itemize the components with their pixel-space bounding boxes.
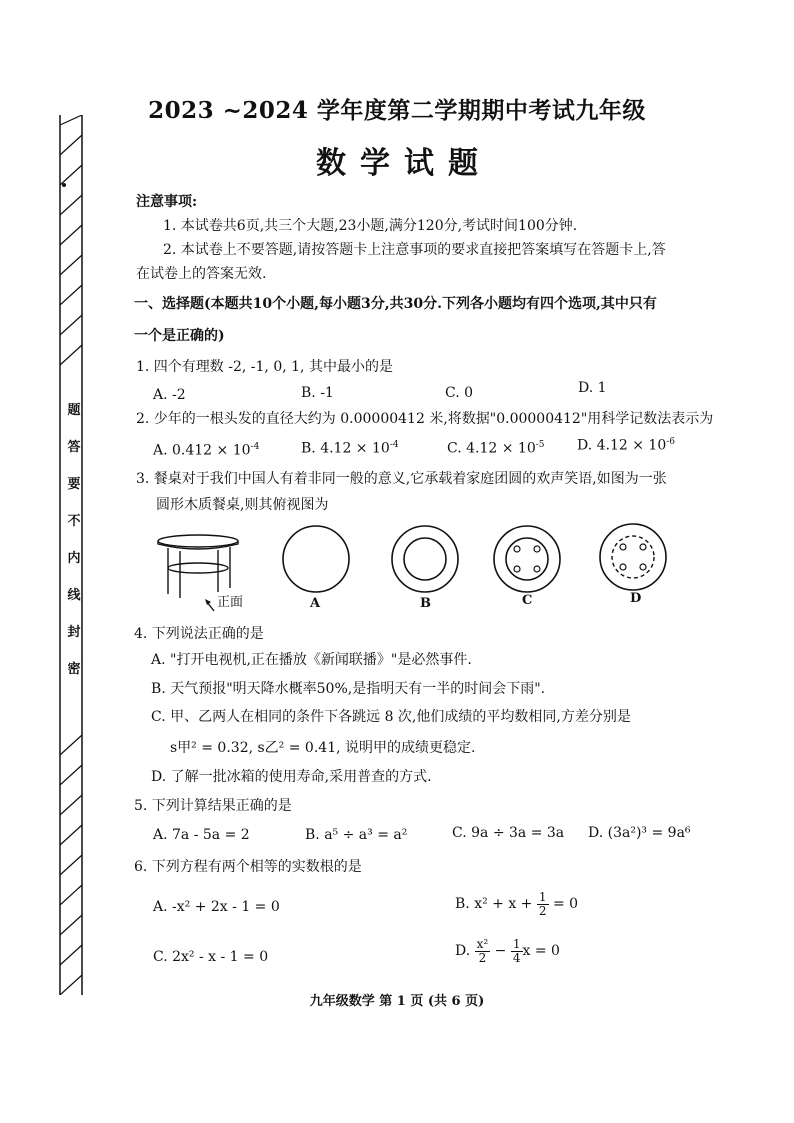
question-4-option-c-line-2: s甲² = 0.32, s乙² = 0.41, 说明甲的成绩更稳定. xyxy=(170,740,476,756)
front-view-label: 正面 xyxy=(217,595,244,610)
exam-subtitle: 数学试题 xyxy=(316,146,492,181)
exam-title: 2023 ~2024 学年度第二学期期中考试九年级 xyxy=(148,97,646,124)
binding-warning-text xyxy=(64,392,84,688)
section-1-header-line-2: 一个是正确的) xyxy=(134,328,225,344)
question-3-stem-line-2: 圆形木质餐桌,则其俯视图为 xyxy=(156,497,329,513)
question-2-option-c: C. $4.12 \times 10^{-5}$ xyxy=(447,440,545,457)
binding-char: 不 xyxy=(67,514,81,529)
question-4-stem: 4. 下列说法正确的是 xyxy=(134,626,264,642)
notes-heading: 注意事项: xyxy=(136,194,198,210)
binding-char: 题 xyxy=(67,403,81,418)
question-3-stem-line-1: 3. 餐桌对于我们中国人有着非同一般的意义,它承载着家庭团圆的欢声笑语,如图为一张 xyxy=(136,471,667,487)
question-6-option-d: D. $\frac{\text{x²}}{2}$ − $\frac{1}{4}$ x = 0 xyxy=(455,936,560,965)
binding-char: 答 xyxy=(67,440,81,455)
question-5-stem: 5. 下列计算结果正确的是 xyxy=(134,798,292,814)
question-5-option-d: D. (3a²)³ = 9a⁶ xyxy=(588,825,691,841)
question-1-option-c: C. 0 xyxy=(445,385,474,401)
question-6-option-c: C. 2x² - x - 1 = 0 xyxy=(153,949,269,965)
binding-dot xyxy=(62,183,66,187)
question-2-option-d: D. $4.12 \times 10^{-6}$ xyxy=(577,437,676,454)
notes-item-2-line-2: 在试卷上的答案无效. xyxy=(136,266,267,282)
option-c-top-view-figure xyxy=(492,524,562,594)
question-5-option-a: A. 7a - 5a = 2 xyxy=(153,827,250,843)
question-6-option-a: A. -x² + 2x - 1 = 0 xyxy=(153,899,280,915)
question-6-option-b: B. x² + x + $\frac{1}{2}$ = 0 xyxy=(455,889,579,918)
question-1-option-b: B. -1 xyxy=(301,385,334,401)
question-2-option-b: B. $4.12 \times 10^{-4}$ xyxy=(301,440,399,457)
option-d-figure-label: D xyxy=(630,591,642,606)
binding-char: 要 xyxy=(67,477,81,492)
question-4-option-d: D. 了解一批冰箱的使用寿命,采用普查的方式. xyxy=(151,769,432,785)
option-a-top-view-figure xyxy=(281,524,351,594)
option-b-top-view-figure xyxy=(390,524,460,594)
binding-char: 封 xyxy=(67,625,81,640)
option-b-figure-label: B xyxy=(420,596,431,611)
question-6-stem: 6. 下列方程有两个相等的实数根的是 xyxy=(134,859,362,875)
option-a-figure-label: A xyxy=(310,596,321,611)
question-2-option-a: A. $0.412 \times 10^{-4}$ xyxy=(153,442,260,459)
question-4-option-a: A. "打开电视机,正在播放《新闻联播》"是必然事件. xyxy=(151,652,472,668)
notes-item-1: 1. 本试卷共6页,共三个大题,23小题,满分120分,考试时间100分钟. xyxy=(163,218,578,234)
question-1-option-a: A. -2 xyxy=(153,387,186,403)
binding-char: 内 xyxy=(67,551,81,566)
question-1-stem: 1. 四个有理数 -2, -1, 0, 1, 其中最小的是 xyxy=(136,359,393,375)
option-c-figure-label: C xyxy=(522,593,533,608)
question-5-option-c: C. 9a ÷ 3a = 3a xyxy=(452,825,565,841)
section-1-header-line-1: 一、选择题(本题共10个小题,每小题3分,共30分.下列各小题均有四个选项,其中只有 xyxy=(134,296,657,312)
question-4-option-c-line-1: C. 甲、乙两人在相同的条件下各跳远 8 次,他们成绩的平均数相同,方差分别是 xyxy=(151,709,631,725)
question-4-option-b: B. 天气预报"明天降水概率50%,是指明天有一半的时间会下雨". xyxy=(151,681,546,697)
binding-char: 线 xyxy=(67,588,81,603)
notes-item-2-line-1: 2. 本试卷上不要答题,请按答题卡上注意事项的要求直接把答案填写在答题卡上,答 xyxy=(163,242,666,258)
question-5-option-b: B. a⁵ ÷ a³ = a² xyxy=(305,827,408,843)
option-d-top-view-figure xyxy=(598,522,668,592)
question-1-option-d: D. 1 xyxy=(578,380,607,396)
binding-char: 密 xyxy=(67,662,81,677)
question-2-stem: 2. 少年的一根头发的直径大约为 0.00000412 米,将数据"0.00000412"用科学记数法表示为 xyxy=(136,411,714,427)
page-footer: 九年级数学 第 1 页 (共 6 页) xyxy=(309,994,485,1009)
